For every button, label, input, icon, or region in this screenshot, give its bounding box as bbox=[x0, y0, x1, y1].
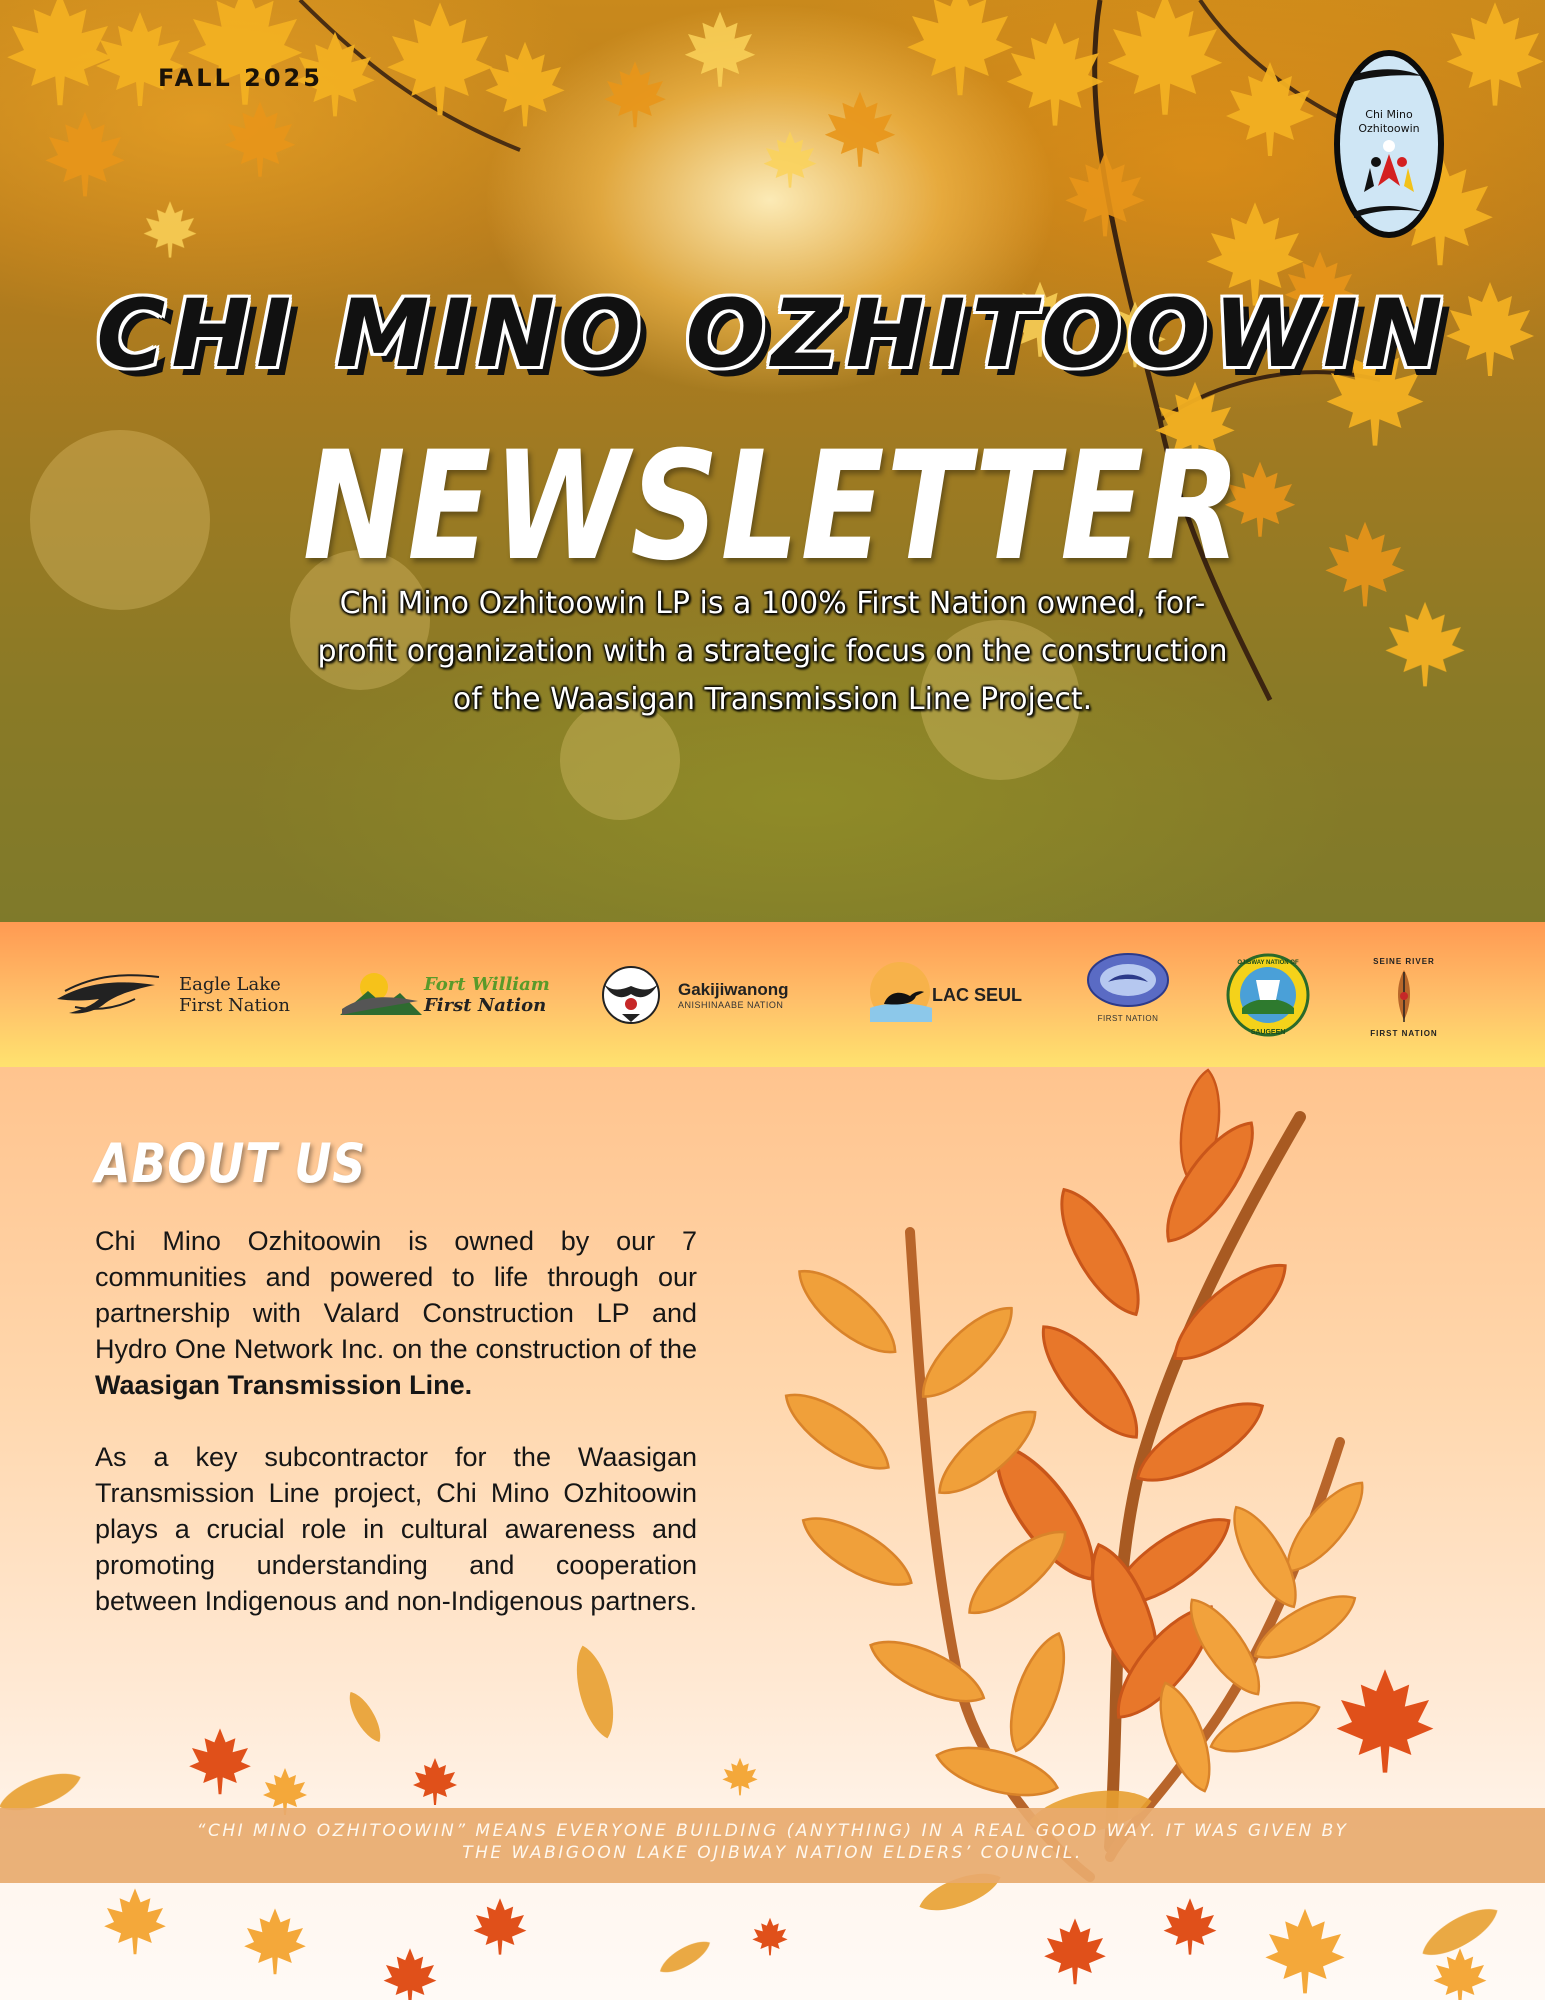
loon-icon bbox=[866, 962, 936, 1028]
hero-section bbox=[0, 0, 1545, 922]
mountain-sun-icon bbox=[338, 965, 424, 1025]
thunderbird-icon bbox=[592, 964, 670, 1026]
name-meaning-banner bbox=[0, 1808, 1545, 1883]
about-text bbox=[95, 1223, 697, 1655]
about-paragraph-1-text: Chi Mino Ozhitoowin is owned by our 7 communities and powered to life through our partnership with Valard Construction LP and Hydro One Network Inc. on the construction of the bbox=[95, 1226, 697, 1364]
partner-fort-william-line2: First Nation bbox=[424, 995, 547, 1016]
logo-text-line2: Ozhitoowin bbox=[1358, 122, 1420, 135]
eagle-icon bbox=[55, 965, 165, 1025]
partner-gakijiwanong-line2: ANISHINAABE NATION bbox=[678, 1000, 784, 1010]
seine-river-text-top: SEINE RIVER bbox=[1373, 957, 1435, 966]
partner-first-nation-seal bbox=[1086, 950, 1170, 1040]
saugeen-seal-icon bbox=[1226, 950, 1310, 1040]
issue-season: FALL 2025 bbox=[158, 64, 323, 92]
newsletter-title-org: CHI MINO OZHITOOWIN bbox=[96, 280, 1449, 389]
saugeen-text-top: OJIBWAY NATION OF bbox=[1237, 960, 1299, 966]
logo-text-line1: Chi Mino bbox=[1365, 108, 1413, 121]
partner-eagle-lake-line2: First Nation bbox=[179, 995, 290, 1016]
partner-saugeen bbox=[1226, 950, 1310, 1040]
about-paragraph-2: As a key subcontractor for the Waasigan Transmission Line project, Chi Mino Ozhitoowin plays a crucial role in cultural awareness and promoting understanding and cooperation between Indigenous and non-Indigenous partners. bbox=[95, 1442, 697, 1616]
about-paragraph-1 bbox=[95, 1223, 697, 1403]
intro-text: Chi Mino Ozhitoowin LP is a 100% First Nation owned, for-profit organization with a strategic focus on the construction of the Waasigan Transmission Line Project. bbox=[317, 586, 1228, 717]
partner-fort-william-line1: Fort William bbox=[424, 974, 550, 995]
partner-seine-river bbox=[1360, 950, 1448, 1040]
partner-lac-seul-name: LAC SEUL bbox=[932, 984, 1022, 1005]
partner-logo-band bbox=[0, 922, 1545, 1067]
partner-eagle-lake-line1: Eagle Lake bbox=[179, 974, 281, 995]
partner-gakijiwanong bbox=[592, 950, 789, 1040]
partner-lac-seul bbox=[866, 950, 1022, 1040]
banner-text bbox=[170, 1820, 1375, 1864]
waasigan-highlight: Waasigan Transmission Line. bbox=[95, 1370, 473, 1400]
banner-line-1: “CHI MINO OZHITOOWIN” MEANS EVERYONE BUILDING (ANYTHING) IN A REAL GOOD WAY. IT WAS GIVEN BY bbox=[196, 1821, 1349, 1841]
partner-gakijiwanong-line1: Gakijiwanong bbox=[678, 980, 789, 999]
about-heading: ABOUT US bbox=[95, 1132, 367, 1195]
banner-line-2: THE WABIGOON LAKE OJIBWAY NATION ELDERS’ COUNCIL. bbox=[462, 1843, 1083, 1863]
partner-eagle-lake bbox=[55, 950, 290, 1040]
seine-river-text-bottom: FIRST NATION bbox=[1370, 1029, 1438, 1038]
saugeen-text-bottom: SAUGEEN bbox=[1250, 1029, 1286, 1036]
first-nation-seal-icon bbox=[1086, 950, 1170, 1012]
partner-seal-text: FIRST NATION bbox=[1097, 1014, 1159, 1023]
seine-river-feather-icon bbox=[1360, 950, 1448, 1040]
chi-mino-ozhitoowin-logo bbox=[1330, 46, 1448, 242]
partner-fort-william bbox=[338, 950, 550, 1040]
newsletter-title: NEWSLETTER bbox=[302, 420, 1243, 594]
